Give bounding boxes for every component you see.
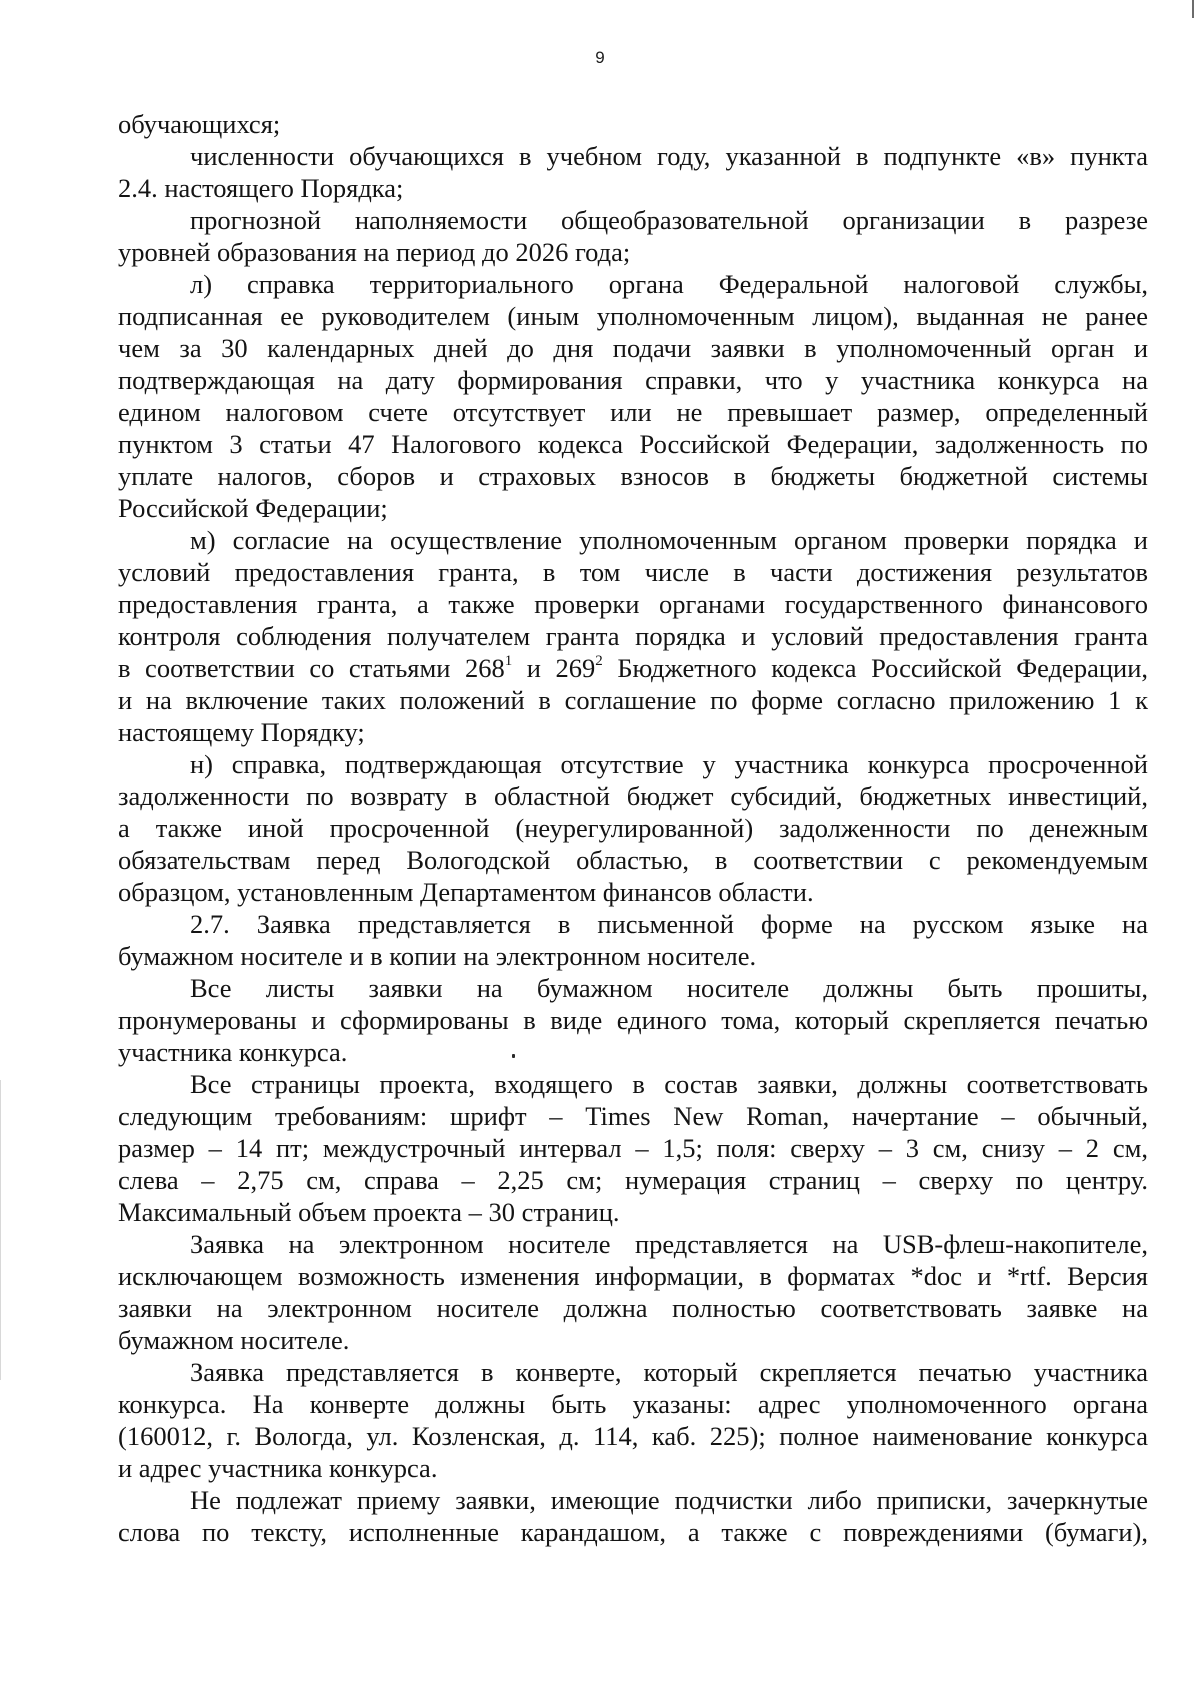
- text-line: 2.4. настоящего Порядка;: [118, 173, 404, 203]
- scan-speck: [512, 1054, 515, 1058]
- text-line: обучающихся;: [118, 109, 281, 139]
- text-line: и адрес участника конкурса.: [118, 1453, 438, 1483]
- text-line: размер – 14 пт; междустрочный интервал – 1,5; поля: сверху – 3 см, снизу – 2 см,: [118, 1133, 1148, 1163]
- text-line: пунктом 3 статьи 47 Налогового кодекса Российской Федерации, задолженность по: [118, 429, 1148, 459]
- text-line: в соответствии со статьями $268^1$ и $269^2$ Бюджетного кодекса Российской Федерации,: [118, 653, 1149, 683]
- text-line: условий предоставления гранта, в том числе в части достижения результатов: [118, 557, 1148, 587]
- text-line: заявки на электронном носителе должна полностью соответствовать заявке на: [118, 1293, 1148, 1323]
- text-line: Российской Федерации;: [118, 493, 388, 523]
- text-line: бумажном носителе и в копии на электронном носителе.: [118, 941, 757, 971]
- text-line: Максимальный объем проекта – 30 страниц.: [118, 1197, 620, 1227]
- text-line: конкурса. На конверте должны быть указаны: адрес уполномоченного органа: [118, 1389, 1148, 1419]
- text-line: предоставления гранта, а также проверки органами государственного финансового: [118, 589, 1148, 619]
- text-line: следующим требованиям: шрифт – Times New Roman, начертание – обычный,: [118, 1101, 1148, 1131]
- text-line: Заявка на электронном носителе представляется на USB-флеш-накопителе,: [190, 1229, 1148, 1259]
- text-line: слова по тексту, исполненные карандашом, а также с повреждениями (бумаги),: [118, 1517, 1148, 1547]
- text-line: задолженности по возврату в областной бюджет субсидий, бюджетных инвестиций,: [118, 781, 1148, 811]
- text-line: слева – 2,75 см, справа – 2,25 см; нумерация страниц – сверху по центру.: [118, 1165, 1148, 1195]
- text-line: (160012, г. Вологда, ул. Козленская, д. 114, каб. 225); полное наименование конкурса: [118, 1421, 1148, 1451]
- scan-edge-shadow: [0, 1080, 1, 1380]
- text-line: подписанная ее руководителем (иным уполномоченным лицом), выданная не ранее: [118, 301, 1148, 331]
- text-line: участника конкурса.: [118, 1037, 348, 1067]
- text-line: исключающем возможность изменения информации, в форматах *doc и *rtf. Версия: [118, 1261, 1148, 1291]
- text-line: Не подлежат приему заявки, имеющие подчистки либо приписки, зачеркнутые: [190, 1485, 1148, 1515]
- text-line: л) справка территориального органа Федеральной налоговой службы,: [190, 269, 1148, 299]
- text-line: уплате налогов, сборов и страховых взносов в бюджеты бюджетной системы: [118, 461, 1148, 491]
- text-line: Все страницы проекта, входящего в состав заявки, должны соответствовать: [190, 1069, 1148, 1099]
- text-line: н) справка, подтверждающая отсутствие у участника конкурса просроченной: [190, 749, 1148, 779]
- text-line: бумажном носителе.: [118, 1325, 350, 1355]
- text-line: м) согласие на осуществление уполномоченным органом проверки порядка и: [190, 525, 1148, 555]
- text-line: и на включение таких положений в соглашение по форме согласно приложению 1 к: [118, 685, 1148, 715]
- text-line: контроля соблюдения получателем гранта порядка и условий предоставления гранта: [118, 621, 1148, 651]
- text-line: образцом, установленным Департаментом финансов области.: [118, 877, 814, 907]
- text-line: обязательствам перед Вологодской областью, в соответствии с рекомендуемым: [118, 845, 1148, 875]
- scan-edge-mark: [1192, 0, 1194, 18]
- body-text: [118, 108, 1148, 1548]
- text-line: подтверждающая на дату формирования справки, что у участника конкурса на: [118, 365, 1148, 395]
- text-line: настоящему Порядку;: [118, 717, 365, 747]
- text-line: Заявка представляется в конверте, который скрепляется печатью участника: [190, 1357, 1148, 1387]
- text-line: численности обучающихся в учебном году, указанной в подпункте «в» пункта: [190, 141, 1148, 171]
- superscript: 1: [504, 653, 513, 670]
- text-line: уровней образования на период до 2026 года;: [118, 237, 631, 267]
- text-line: 2.7. Заявка представляется в письменной форме на русском языке на: [190, 909, 1148, 939]
- text-line: Все листы заявки на бумажном носителе должны быть прошиты,: [190, 973, 1148, 1003]
- page-number: 9: [595, 48, 605, 67]
- text-line: чем за 30 календарных дней до дня подачи заявки в уполномоченный орган и: [118, 333, 1148, 363]
- superscript: 2: [595, 653, 603, 670]
- text-line: а также иной просроченной (неурегулированной) задолженности по денежным: [118, 813, 1148, 843]
- text-line: прогнозной наполняемости общеобразовательной организации в разрезе: [190, 205, 1148, 235]
- text-line: пронумерованы и сформированы в виде единого тома, который скрепляется печатью: [118, 1005, 1148, 1035]
- text-line: едином налоговом счете отсутствует или не превышает размер, определенный: [118, 397, 1148, 427]
